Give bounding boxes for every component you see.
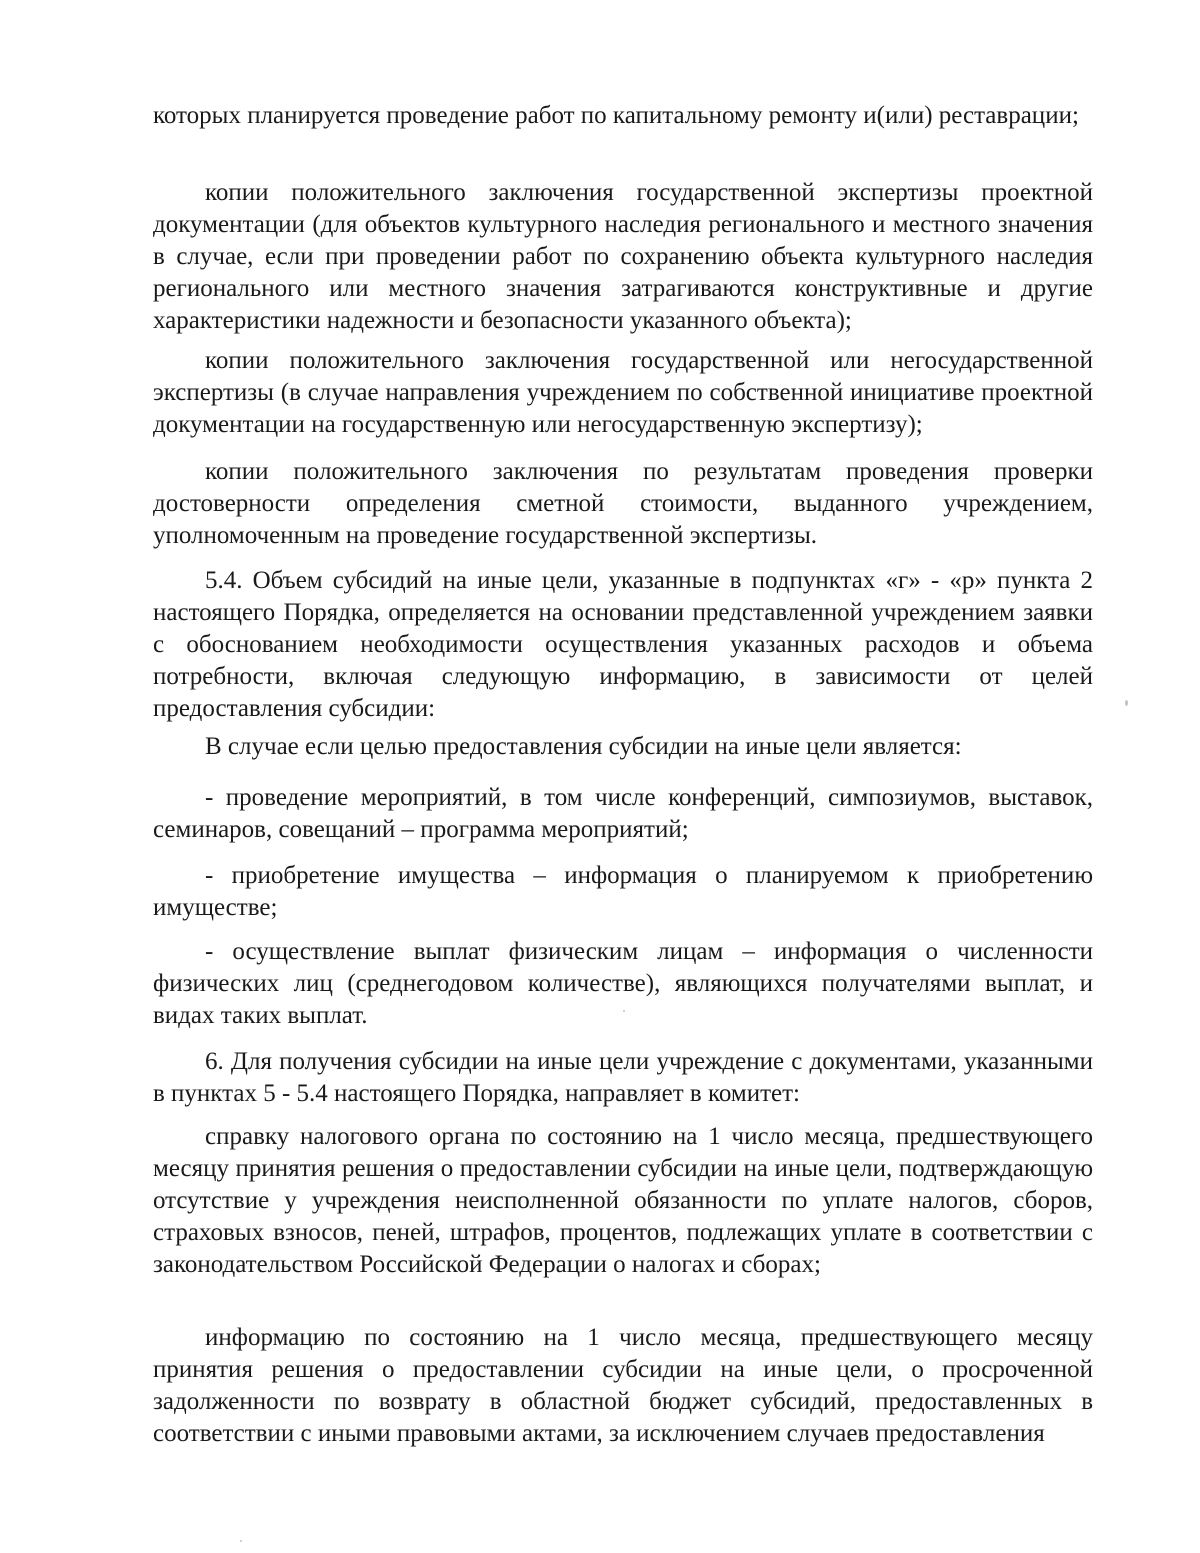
scan-speck [240,1540,242,1542]
list-item-property: - приобретение имущества – информация о планируемом к приобретению имуществе; [153,862,1093,921]
paragraph-5-4: 5.4. Объем субсидий на иные цели, указанные в подпунктах «г» - «р» пункта 2 настоящего Порядка, определяется на основании представленной учреждением заявки с обоснованием необходимости осуществления указанных расходов и объема потребности, включая следующую информацию, в зависимости от целей предоставления субсидии: [153,567,1093,722]
paragraph-5-block [153,565,1093,725]
paragraph-9-block [153,936,1093,1032]
paragraph-case-intro: В случае если целью предоставления субсидии на иные цели является: [205,733,962,760]
paragraph-4-block [153,456,1093,552]
paragraph-continuation: которых планируется проведение работ по капитальному ремонту и(или) реставрации; [153,102,1079,129]
paragraph-10-block [153,1046,1093,1110]
list-item-payments: - осуществление выплат физическим лицам – информация о численности физических лиц (среднегодовом количестве), являющихся получателями выплат, и видах таких выплат. [153,938,1093,1029]
paragraph-1-block [153,100,1093,132]
paragraph-12-block [153,1322,1093,1450]
scan-speck [1125,700,1128,706]
paragraph-7-block [153,782,1093,846]
paragraph-3-block [153,345,1093,441]
paragraph-copies-cost-verification: копии положительного заключения по результатам проведения проверки достоверности определения сметной стоимости, выданного учреждением, уполномоченным на проведение государственной экспертизы. [153,458,1093,549]
paragraph-copies-nonstate-expertise: копии положительного заключения государственной или негосударственной экспертизы (в случае направления учреждением по собственной инициативе проектной документации на государственную или негосударственную экспертизу); [153,347,1093,438]
scan-speck [623,1010,625,1012]
paragraph-11-block [153,1121,1093,1281]
paragraph-8-block [153,860,1093,924]
list-item-events: - проведение мероприятий, в том числе конференций, симпозиумов, выставок, семинаров, совещаний – программа мероприятий; [153,784,1093,843]
paragraph-6-block [153,731,1093,763]
paragraph-tax-certificate: справку налогового органа по состоянию на 1 число месяца, предшествующего месяцу принятия решения о предоставлении субсидии на иные цели, подтверждающую отсутствие у учреждения неисполненной обязанности по уплате налогов, сборов, страховых взносов, пеней, штрафов, процентов, подлежащих уплате в соответствии с законодательством Российской Федерации о налогах и сборах; [153,1123,1093,1278]
paragraph-2-block [153,177,1093,337]
paragraph-6: 6. Для получения субсидии на иные цели учреждение с документами, указанными в пунктах 5 - 5.4 настоящего Порядка, направляет в комитет: [153,1048,1093,1107]
paragraph-copies-state-expertise: копии положительного заключения государственной экспертизы проектной документации (для объектов культурного наследия регионального и местного значения в случае, если при проведении работ по сохранению объекта культурного наследия регионального или местного значения затрагиваются конструктивные и другие характеристики надежности и безопасности указанного объекта); [153,179,1093,334]
paragraph-overdue-debt-info: информацию по состоянию на 1 число месяца, предшествующего месяцу принятия решения о предоставлении субсидии на иные цели, о просроченной задолженности по возврату в областной бюджет субсидий, предоставленных в соответствии с иными правовыми актами, за исключением случаев предоставления [153,1324,1093,1447]
